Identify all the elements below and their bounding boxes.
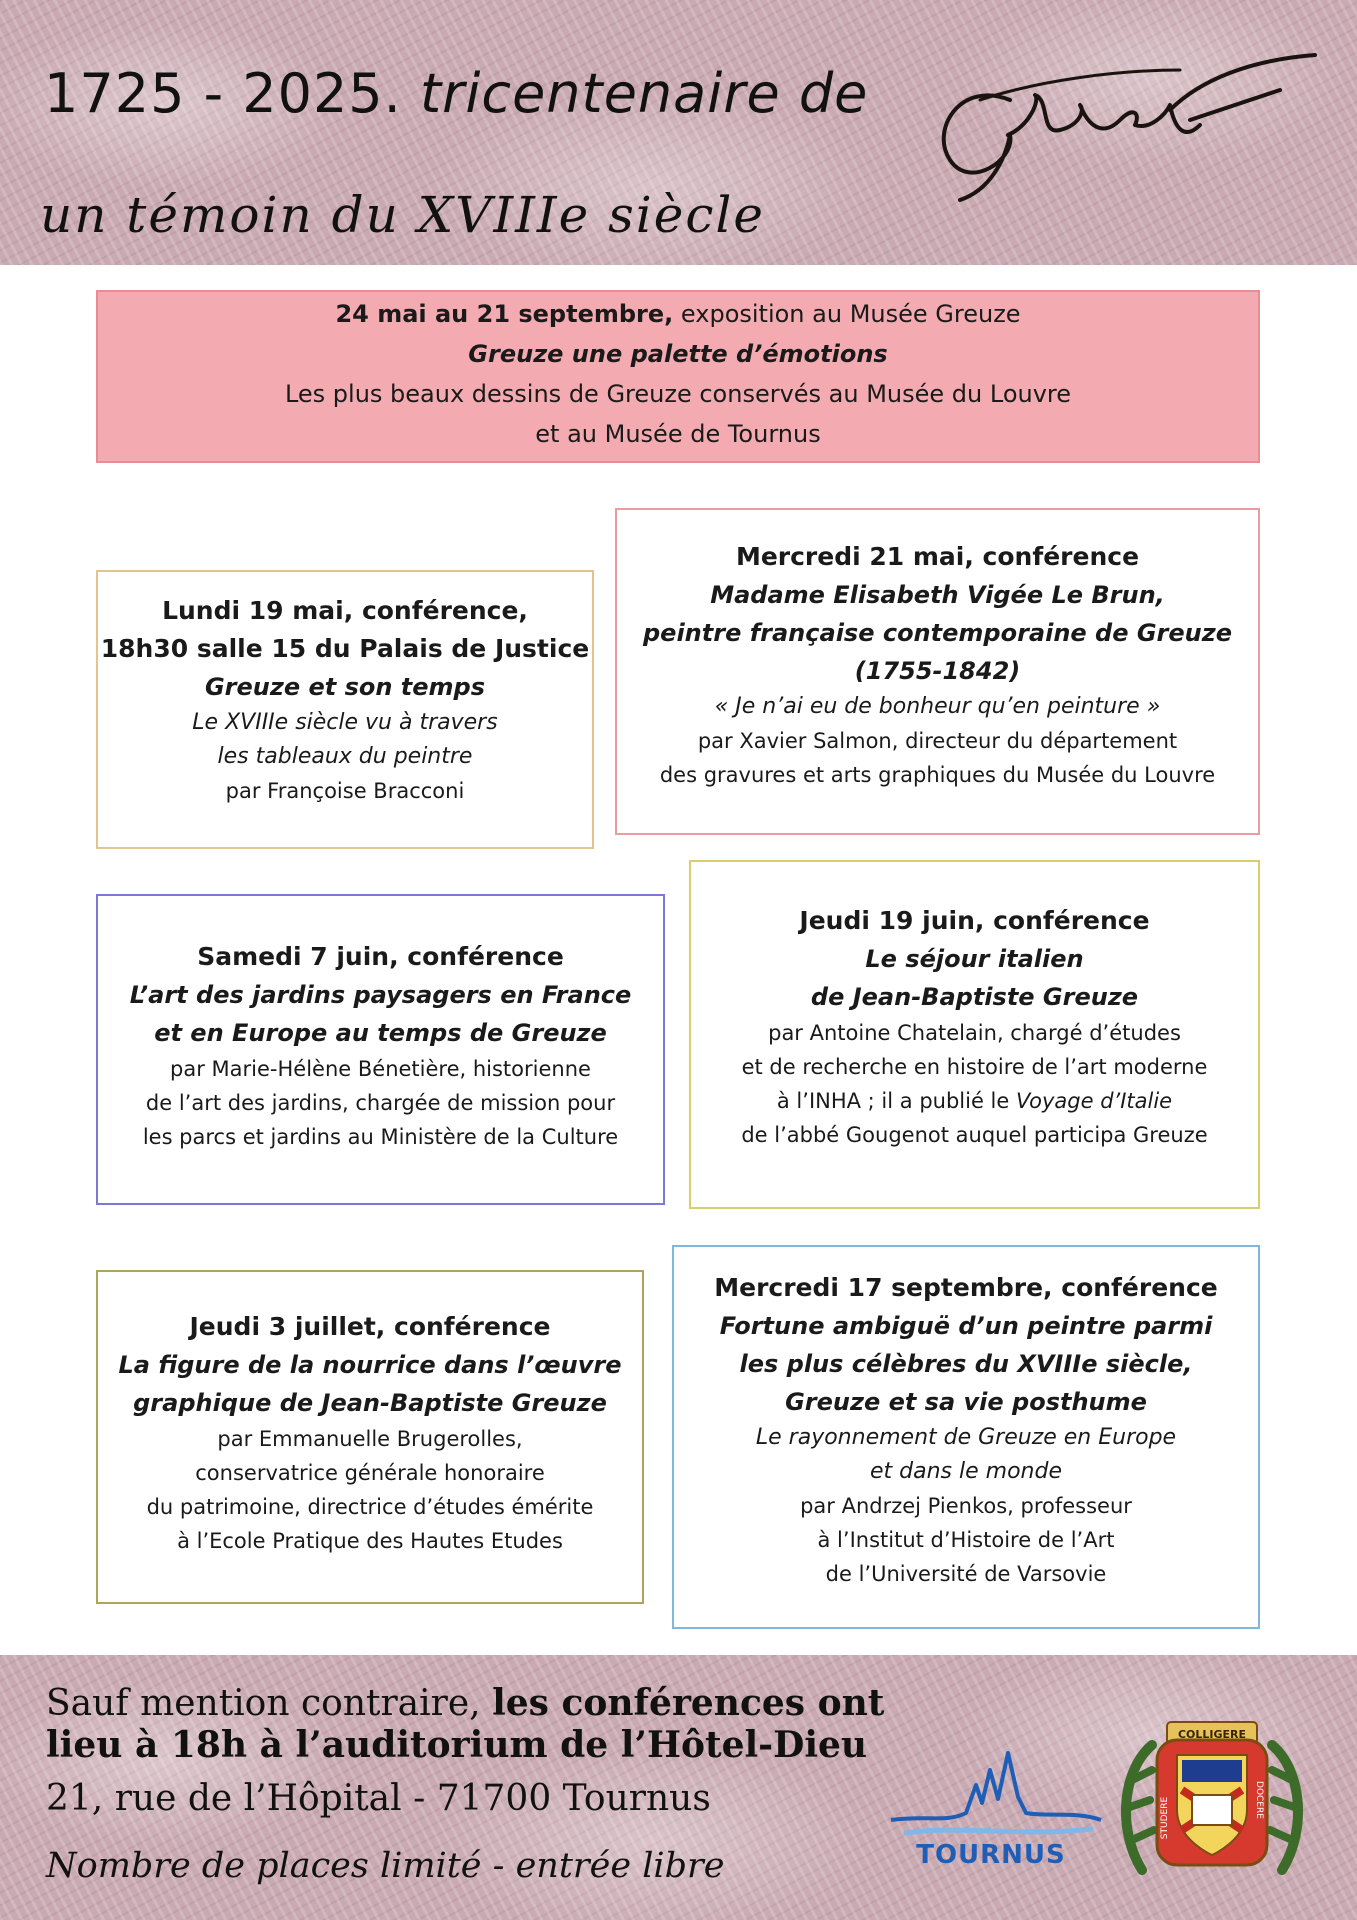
footer-line-1 [46, 1682, 884, 1724]
event-speaker-3 [691, 1084, 1258, 1118]
event-speaker-1: par Emmanuelle Brugerolles, [217, 1427, 523, 1451]
town-crest-icon [1112, 1700, 1312, 1900]
event-title-3: Greuze et sa vie posthume [785, 1388, 1147, 1416]
event-subtitle-1: Le XVIIIe siècle vu à travers [192, 710, 498, 735]
page-title [44, 62, 868, 125]
book-title: Voyage d’Italie [1015, 1089, 1173, 1113]
event-date: Lundi 19 mai, conférence, [162, 596, 528, 625]
event-speaker-1: par Marie-Hélène Bénetière, historienne [170, 1057, 591, 1081]
footer-line-2: lieu à 18h à l’auditorium de l’Hôtel-Dieu [46, 1724, 868, 1766]
exhibition-desc-2: et au Musée de Tournus [535, 420, 821, 448]
event-place: 18h30 salle 15 du Palais de Justice [100, 634, 590, 663]
event-title-1: L’art des jardins paysagers en France [129, 981, 632, 1009]
event-title-2: les plus célèbres du XVIIIe siècle, [739, 1350, 1193, 1378]
page-subtitle: un témoin du XVIIIe siècle [40, 186, 765, 244]
event-date: Mercredi 21 mai, conférence [735, 542, 1140, 571]
exhibition-dates: 24 mai au 21 septembre, [335, 300, 674, 328]
event-card-3-juillet [96, 1270, 644, 1604]
footer-address: 21, rue de l’Hôpital - 71700 Tournus [46, 1778, 711, 1819]
event-title-3: (1755-1842) [854, 657, 1021, 685]
svg-text:DOCERE: DOCERE [1254, 1781, 1264, 1819]
event-speaker-1: par Xavier Salmon, directeur du département [697, 729, 1178, 753]
title-rest: tricentenaire de [401, 62, 869, 125]
event-date: Jeudi 19 juin, conférence [799, 906, 1150, 935]
event-title: Greuze et son temps [204, 673, 486, 701]
exhibition-dates-line [98, 294, 1258, 334]
event-speaker-1: par Andrzej Pienkos, professeur [800, 1494, 1132, 1518]
event-speaker-3: les parcs et jardins au Ministère de la Culture [142, 1125, 619, 1149]
event-speaker-3a: à l’INHA ; il a publié le [776, 1089, 1016, 1113]
svg-text:STUDERE: STUDERE [1160, 1796, 1170, 1840]
event-card-19-mai [96, 570, 594, 849]
event-date: Mercredi 17 septembre, conférence [714, 1273, 1218, 1302]
event-title-2: graphique de Jean-Baptiste Greuze [133, 1389, 607, 1417]
event-speaker-2: conservatrice générale honoraire [195, 1461, 545, 1485]
event-speaker-3: de l’Université de Varsovie [825, 1562, 1107, 1586]
event-card-17-septembre [672, 1245, 1260, 1629]
header-banner [0, 0, 1357, 265]
event-speaker-2: des gravures et arts graphiques du Musée du Louvre [659, 763, 1216, 787]
event-title-1: Madame Elisabeth Vigée Le Brun, [710, 581, 1165, 609]
footer-line-1a: Sauf mention contraire, [46, 1683, 493, 1724]
event-date: Jeudi 3 juillet, conférence [189, 1312, 551, 1341]
event-title-1: La figure de la nourrice dans l’œuvre [118, 1351, 622, 1379]
event-card-21-mai [615, 508, 1260, 835]
event-subtitle-2: les tableaux du peintre [217, 744, 473, 769]
exhibition-name: Greuze une palette d’émotions [468, 340, 888, 368]
title-years: 1725 - 2025. [44, 62, 402, 125]
greuze-signature [920, 40, 1320, 210]
exhibition-intro: exposition au Musée Greuze [673, 300, 1021, 328]
event-title-2: et en Europe au temps de Greuze [154, 1019, 607, 1047]
event-speaker-4: à l’Ecole Pratique des Hautes Etudes [177, 1529, 563, 1553]
footer-note: Nombre de places limité - entrée libre [46, 1846, 725, 1886]
event-speaker-3: du patrimoine, directrice d’études émérite [146, 1495, 594, 1519]
footer-line-1b: les conférences ont [492, 1682, 885, 1724]
event-speaker: par Françoise Bracconi [225, 779, 465, 803]
event-speaker-2: à l’Institut d’Histoire de l’Art [817, 1528, 1115, 1552]
event-title-2: peintre française contemporaine de Greuze [643, 619, 1232, 647]
event-title-2: de Jean-Baptiste Greuze [810, 983, 1139, 1011]
event-title-1: Fortune ambiguë d’un peintre parmi [719, 1312, 1213, 1340]
exhibition-box [96, 290, 1260, 463]
event-speaker-2: de l’art des jardins, chargée de mission pour [145, 1091, 616, 1115]
event-quote: « Je n’ai eu de bonheur qu’en peinture » [714, 694, 1161, 719]
event-card-7-juin [96, 894, 665, 1205]
event-speaker-2: et de recherche en histoire de l’art moderne [741, 1055, 1208, 1079]
event-speaker-4: de l’abbé Gougenot auquel participa Greuze [741, 1123, 1208, 1147]
svg-text:COLLIGERE: COLLIGERE [1177, 1728, 1247, 1741]
event-date: Samedi 7 juin, conférence [197, 942, 564, 971]
event-title-1: Le séjour italien [865, 945, 1084, 973]
tournus-logo-label: TOURNUS [916, 1840, 1066, 1870]
exhibition-desc-1: Les plus beaux dessins de Greuze conservés au Musée du Louvre [284, 380, 1072, 408]
event-speaker-1: par Antoine Chatelain, chargé d’études [768, 1021, 1181, 1045]
event-card-19-juin [689, 860, 1260, 1209]
event-subtitle-1: Le rayonnement de Greuze en Europe [755, 1425, 1177, 1450]
event-subtitle-2: et dans le monde [870, 1459, 1062, 1484]
